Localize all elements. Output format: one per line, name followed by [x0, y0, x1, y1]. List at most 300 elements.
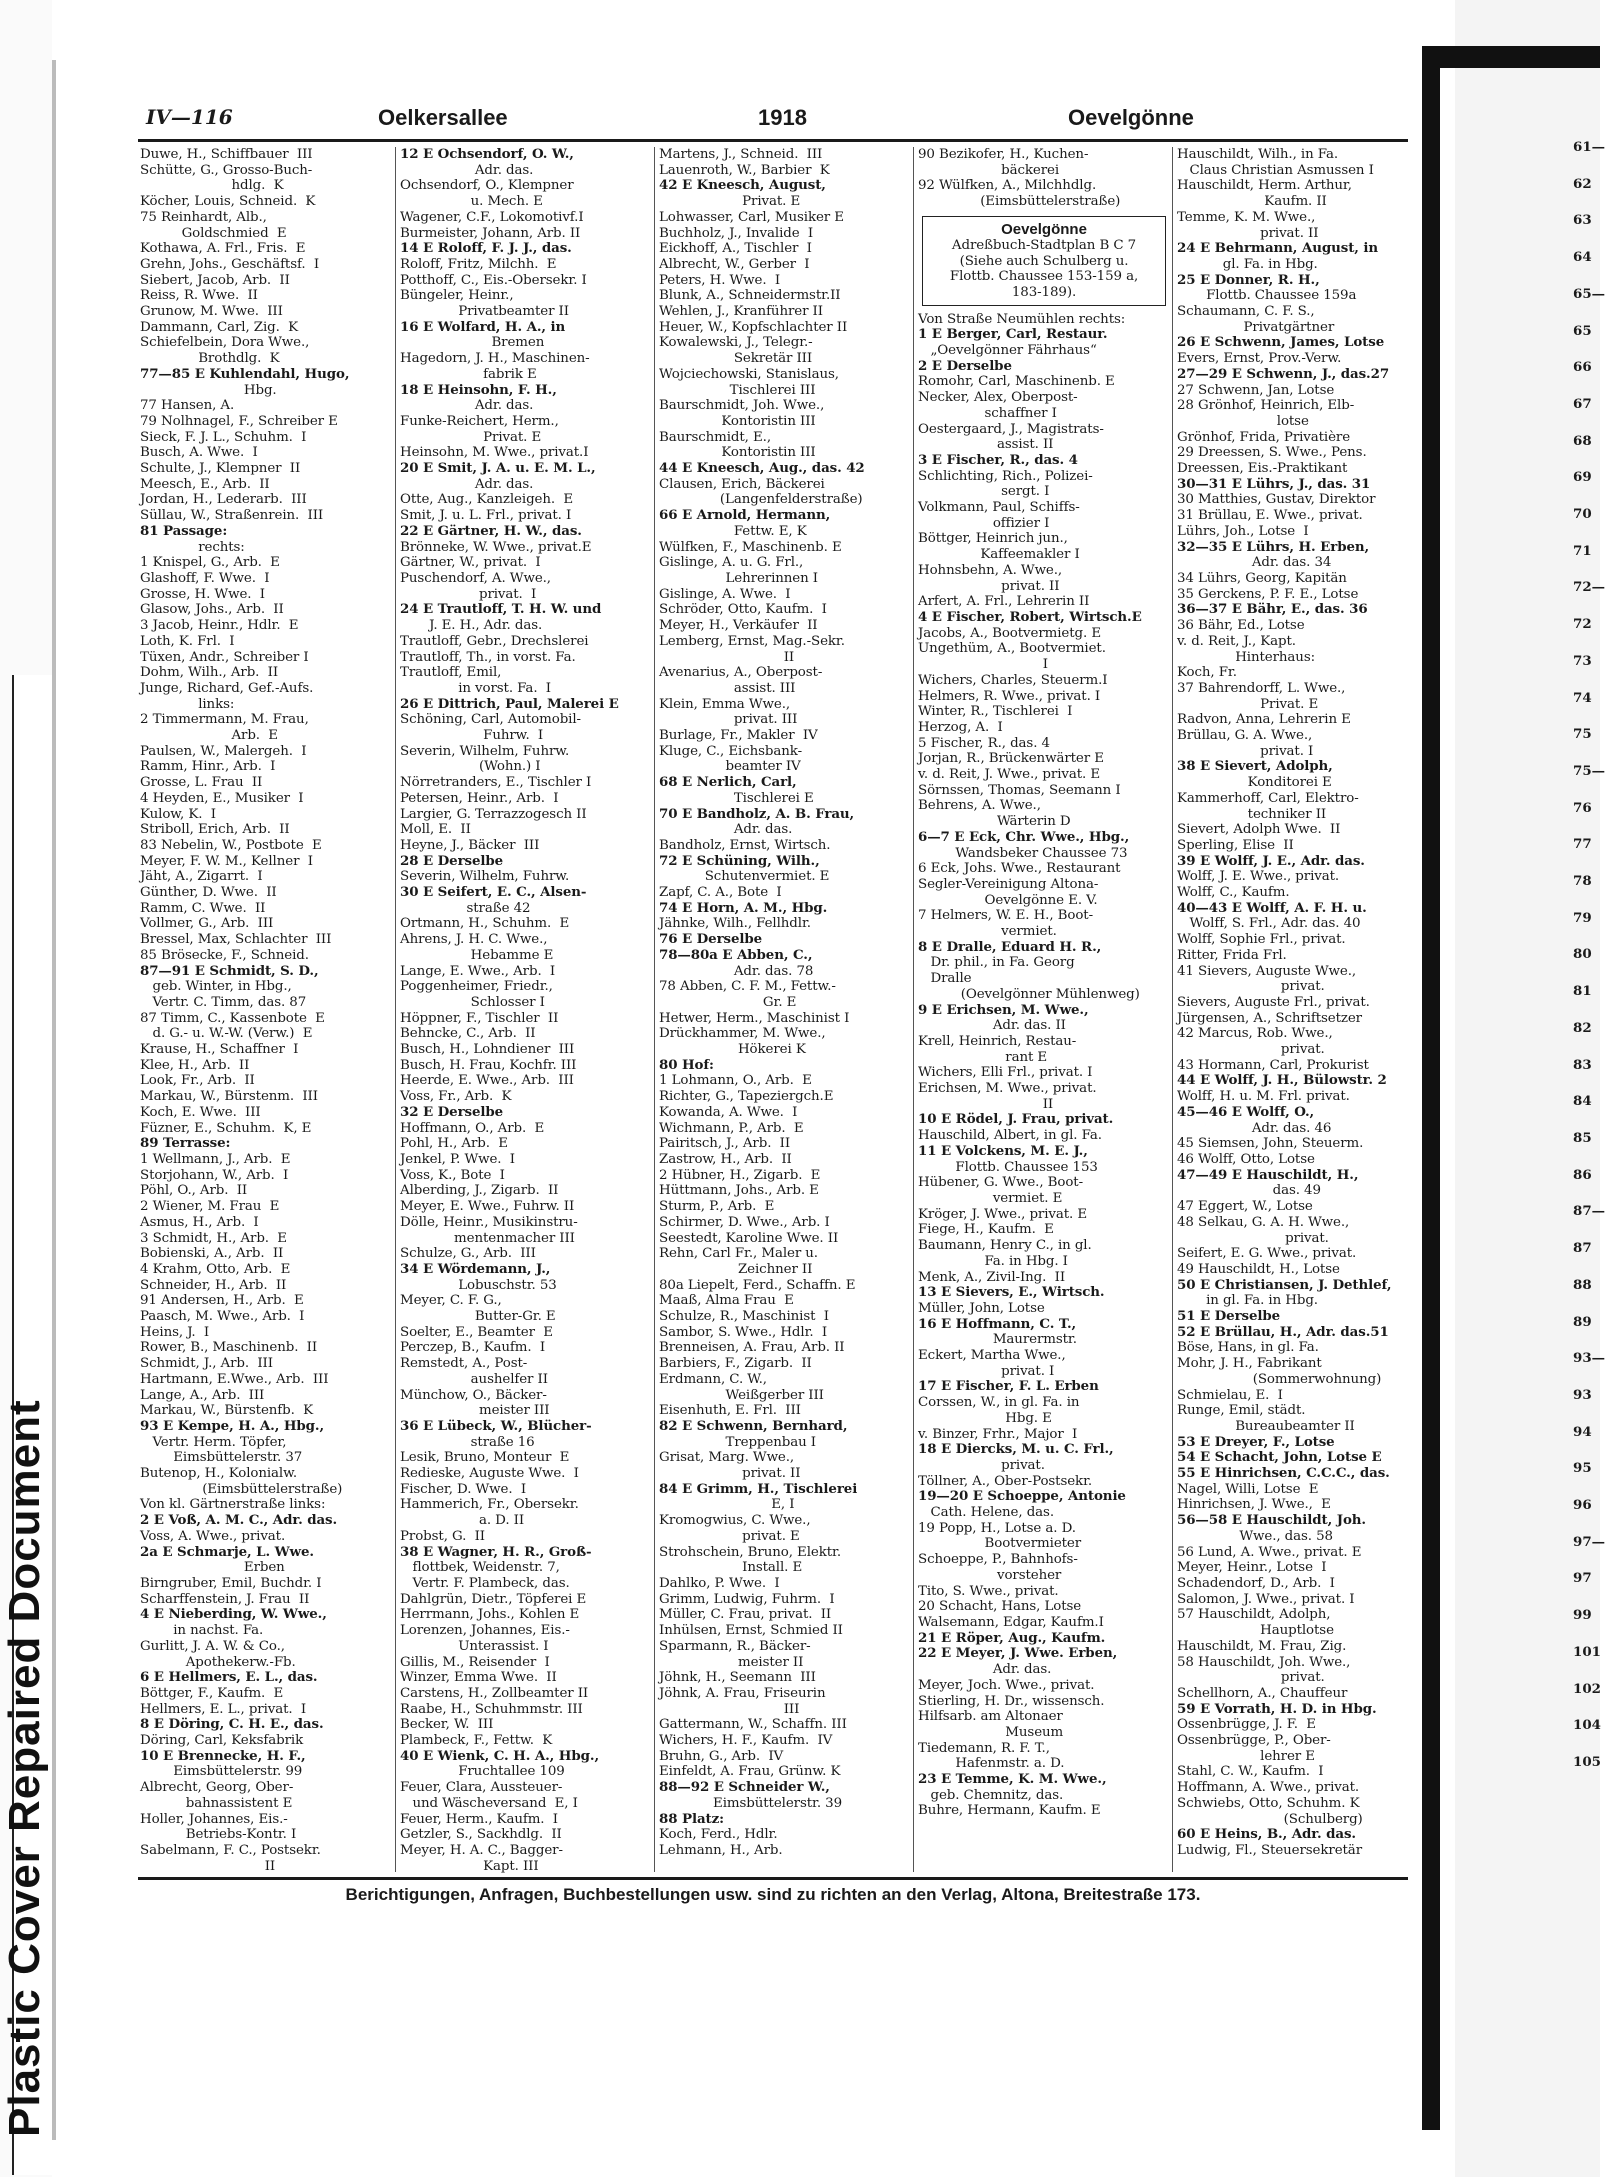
- directory-entry: 20 Schacht, Hans, Lotse: [918, 1599, 1082, 1615]
- directory-entry: Kowalewski, J., Telegr.-: [659, 335, 813, 351]
- directory-entry: Privatgärtner: [1177, 319, 1335, 335]
- directory-entry: Bureaubeamter II: [1177, 1418, 1355, 1434]
- next-page-house-number: 88: [1573, 1276, 1592, 1293]
- directory-entry: Bandholz, Ernst, Wirtsch.: [659, 837, 831, 853]
- directory-entry: 22 E Gärtner, H. W., das.: [400, 522, 582, 539]
- directory-entry: Sekretär III: [659, 351, 813, 367]
- directory-entry: 47 Eggert, W., Lotse: [1177, 1199, 1313, 1215]
- directory-entry: Erben: [140, 1560, 285, 1576]
- directory-entry: 31 Brüllau, E. Wwe., privat.: [1177, 508, 1363, 524]
- directory-entry: Lesik, Bruno, Monteur E: [400, 1450, 570, 1466]
- directory-entry: Gattermann, W., Schaffn. III: [659, 1717, 847, 1733]
- directory-entry: Meyer, F. W. M., Kellner I: [140, 853, 313, 869]
- directory-entry: 42 Marcus, Rob. Wwe.,: [1177, 1026, 1333, 1042]
- next-page-house-number: 102: [1573, 1680, 1601, 1697]
- directory-entry: Severin, Wilhelm, Fuhrw.: [400, 743, 570, 759]
- directory-entry: Busch, A. Wwe. I: [140, 445, 258, 461]
- directory-entry: 1 E Berger, Carl, Restaur.: [918, 326, 1108, 343]
- column-4: [918, 147, 1170, 1872]
- directory-entry: Eickhoff, A., Tischler I: [659, 241, 812, 257]
- directory-entry: Vertr. Herm. Töpfer,: [140, 1434, 287, 1450]
- directory-entry: 46 Wolff, Otto, Lotse: [1177, 1152, 1315, 1167]
- column-1: [140, 147, 392, 1872]
- directory-entry: Poggenheimer, Friedr.,: [400, 979, 553, 995]
- directory-entry: 32 E Derselbe: [400, 1103, 504, 1120]
- directory-entry: Albrecht, Georg, Ober-: [140, 1780, 294, 1796]
- directory-entry: 80 Hof:: [659, 1056, 714, 1073]
- next-page-house-number: 75: [1573, 726, 1592, 743]
- next-page-house-number: 83: [1573, 1056, 1592, 1073]
- directory-entry: Koch, Fr.: [1177, 665, 1237, 681]
- directory-entry: Schutenvermiet. E: [659, 869, 830, 885]
- directory-entry: Getzler, S., Sackhdlg. II: [400, 1827, 562, 1843]
- directory-entry: 40 E Wienk, C. H. A., Hbg.,: [400, 1747, 600, 1764]
- directory-entry: (Schulberg): [1221, 1811, 1363, 1827]
- directory-entry: Peters, H. Wwe. I: [659, 272, 781, 288]
- directory-entry: Paasch, M. Wwe., Arb. I: [140, 1309, 305, 1325]
- directory-entry: Ludwig, Fl., Steuersekretär: [1177, 1842, 1362, 1858]
- directory-entry: 85 Brösecke, F., Schneid.: [140, 947, 309, 963]
- directory-entry: (Sommerwohnung): [1202, 1371, 1382, 1387]
- directory-entry: Sieck, F. J. L., Schuhm. I: [140, 429, 307, 445]
- directory-entry: Vertr. F. Plambeck, das.: [400, 1575, 570, 1591]
- directory-entry: 40—43 E Wolff, A. F. H. u.: [1177, 899, 1367, 916]
- directory-entry: Fa. in Hbg. I: [918, 1253, 1068, 1269]
- directory-entry: Schaumann, C. F. S.,: [1177, 304, 1315, 320]
- directory-entry: Glasow, Johs., Arb. II: [140, 602, 284, 618]
- street-info-box: [922, 216, 1166, 306]
- directory-entry: Privat. E: [659, 194, 801, 210]
- directory-entry: Grehn, Johs., Geschäftsf. I: [140, 256, 320, 272]
- column-3: [659, 147, 911, 1872]
- directory-entry: Schiefelbein, Dora Wwe.,: [140, 335, 310, 351]
- directory-entry: Wwe., das. 58: [1177, 1528, 1333, 1544]
- directory-entry: Wagener, C.F., Lokomotivf.I: [400, 209, 584, 225]
- directory-entry: 10 E Brennecke, H. F.,: [140, 1747, 306, 1764]
- directory-entry: Einfeldt, A. Frau, Grünw. K: [659, 1764, 841, 1780]
- directory-entry: Inhülsen, Ernst, Schmied II: [659, 1623, 843, 1639]
- directory-entry: privat.: [1177, 1230, 1329, 1246]
- directory-entry: Lange, A., Arb. III: [140, 1387, 265, 1403]
- directory-entry: Storjohann, W., Arb. I: [140, 1167, 289, 1183]
- directory-entry: Lehrerinnen I: [659, 570, 818, 586]
- directory-entry: Heinsohn, M. Wwe., privat.I: [400, 445, 589, 461]
- directory-entry: gl. Fa. in Hbg.: [1177, 256, 1318, 272]
- directory-entry: Goldschmied E: [140, 225, 287, 241]
- directory-entry: 39 E Wolff, J. E., Adr. das.: [1177, 852, 1365, 869]
- directory-entry: Apothekerw.-Fb.: [140, 1654, 296, 1670]
- directory-entry: 48 Selkau, G. A. H. Wwe.,: [1177, 1214, 1350, 1230]
- directory-entry: Segler-Vereinigung Altona-: [918, 876, 1099, 892]
- next-page-house-number: 72—: [1573, 579, 1605, 596]
- directory-entry: Meyer, Heinr., Lotse I: [1177, 1560, 1327, 1576]
- directory-entry: Lührs, Joh., Lotse I: [1177, 523, 1309, 539]
- directory-entry: Konditorei E: [1177, 775, 1332, 791]
- directory-entry: Rower, B., Maschinenb. II: [140, 1340, 318, 1356]
- directory-entry: Baurschmidt, Joh. Wwe.,: [659, 398, 825, 414]
- next-page-sliver: [1455, 139, 1605, 2040]
- directory-entry: (Langenfelderstraße): [707, 492, 863, 508]
- directory-entry: Grimm, Ludwig, Fuhrm. I: [659, 1591, 835, 1607]
- next-page-house-number: 76: [1573, 799, 1592, 816]
- directory-entry: v. d. Reit, J., Kapt.: [1177, 633, 1296, 649]
- directory-entry: Arfert, A. Frl., Lehrerin II: [918, 594, 1090, 610]
- directory-entry: 8 E Dralle, Eduard H. R.,: [918, 938, 1102, 955]
- directory-entry: meister II: [659, 1654, 804, 1670]
- directory-entry: Büngeler, Heinr.,: [400, 288, 514, 304]
- directory-entry: Jöhnk, H., Seemann III: [659, 1670, 816, 1686]
- directory-entry: Erdmann, C. W.,: [659, 1371, 767, 1387]
- directory-entry: Schöning, Carl, Automobil-: [400, 712, 581, 728]
- directory-entry: Pairitsch, J., Arb. II: [659, 1136, 791, 1152]
- directory-entry: Cath. Helene, das.: [918, 1505, 1054, 1521]
- directory-entry: Scharffenstein, J. Frau II: [140, 1591, 310, 1607]
- directory-entry: 43 Hormann, Carl, Prokurist: [1177, 1057, 1369, 1073]
- column-2: [400, 147, 652, 1872]
- directory-entry: Birngruber, Emil, Buchdr. I: [140, 1575, 322, 1591]
- directory-entry: Sörnssen, Thomas, Seemann I: [918, 782, 1121, 798]
- directory-entry: Kaffeemakler I: [918, 547, 1080, 563]
- directory-entry: Siebert, Jacob, Arb. II: [140, 272, 290, 288]
- page-edge: [52, 60, 56, 2140]
- directory-entry: Dammann, Carl, Zig. K: [140, 319, 299, 335]
- directory-entry: Hebamme E: [400, 947, 554, 963]
- directory-entry: Necker, Alex, Oberpost-: [918, 390, 1078, 406]
- directory-entry: Junge, Richard, Gef.-Aufs.: [140, 680, 314, 696]
- directory-entry: 87 Timm, C., Kassenbote E: [140, 1010, 325, 1026]
- next-page-house-number: 93—: [1573, 1350, 1605, 1367]
- column-divider: [654, 147, 655, 1872]
- directory-entry: Voss, K., Bote I: [400, 1167, 505, 1183]
- directory-entry: Böttger, Heinrich jun.,: [918, 531, 1068, 547]
- directory-entry: (Oevelgönner Mühlenweg): [948, 986, 1140, 1002]
- directory-entry: Hinterhaus:: [1177, 649, 1315, 665]
- directory-entry: Kammerhoff, Carl, Elektro-: [1177, 790, 1359, 806]
- directory-entry: 57 Hauschildt, Adolph,: [1177, 1607, 1331, 1623]
- directory-entry: in nachst. Fa.: [140, 1623, 264, 1639]
- directory-entry: lehrer E: [1177, 1748, 1315, 1764]
- directory-entry: Stahl, C. W., Kaufm. I: [1177, 1764, 1324, 1780]
- street-heading: Oelkersallee: [378, 105, 508, 130]
- directory-entry: 26 E Dittrich, Paul, Malerei E: [400, 695, 619, 712]
- directory-entry: Moll, E. II: [400, 822, 471, 838]
- directory-entry: Schulze, R., Maschinist I: [659, 1309, 829, 1325]
- directory-entry: Wichmann, P., Arb. E: [659, 1120, 804, 1136]
- directory-entry: 25 E Donner, R. H.,: [1177, 271, 1320, 288]
- directory-entry: Meyer, E. Wwe., Fuhrw. II: [400, 1199, 575, 1215]
- directory-entry: 88—92 E Schneider W.,: [659, 1779, 830, 1796]
- directory-entry: Böse, Hans, in gl. Fa.: [1177, 1340, 1319, 1356]
- directory-entry: Adr. das. 46: [1177, 1120, 1332, 1136]
- directory-entry: Zeichner II: [659, 1261, 813, 1277]
- directory-entry: 12 E Ochsendorf, O. W.,: [400, 146, 574, 162]
- directory-entry: Winter, R., Tischlerei I: [918, 704, 1073, 720]
- directory-entry: Gärtner, W., privat. I: [400, 555, 541, 571]
- directory-entry: geb. Winter, in Hbg.,: [140, 979, 292, 995]
- strip-label: Plastic Cover Repaired Document: [0, 1399, 49, 2137]
- next-page-house-number: 84: [1573, 1093, 1592, 1110]
- directory-entry: Adr. das.: [918, 1662, 1052, 1678]
- directory-entry: 77 Hansen, A.: [140, 398, 235, 414]
- directory-entry: in vorst. Fa. I: [400, 680, 551, 696]
- directory-entry: Jordan, H., Lederarb. III: [140, 492, 307, 508]
- next-page-house-number: 97: [1573, 1570, 1592, 1587]
- directory-entry: sergt. I: [918, 484, 1050, 500]
- page-number: IV—116: [146, 105, 233, 129]
- directory-entry: Grosse, H. Wwe. I: [140, 586, 265, 602]
- directory-entry: in gl. Fa. in Hbg.: [1177, 1293, 1318, 1309]
- next-page-house-number: 71: [1573, 542, 1592, 559]
- directory-entry: Hoffmann, O., Arb. E: [400, 1120, 545, 1136]
- directory-entry: Paulsen, W., Malergeh. I: [140, 743, 307, 759]
- directory-entry: fabrik E: [400, 366, 537, 382]
- directory-entry: 4 Heyden, E., Musiker I: [140, 790, 304, 806]
- directory-entry: E, I: [659, 1497, 795, 1513]
- directory-entry: 78 Abben, C. F. M., Fettw.-: [659, 979, 836, 995]
- directory-entry: Bruhn, G., Arb. IV: [659, 1748, 784, 1764]
- directory-entry: Perczep, B., Kaufm. I: [400, 1340, 546, 1356]
- directory-entry: Meesch, E., Arb. II: [140, 476, 270, 492]
- directory-entry: Adr. das.: [400, 476, 534, 492]
- directory-entry: Sparmann, R., Bäcker-: [659, 1638, 811, 1654]
- directory-entry: Ochsendorf, O., Klempner: [400, 178, 574, 194]
- directory-entry: Gislinge, A. Wwe. I: [659, 586, 791, 602]
- directory-entry: Loth, K. Frl. I: [140, 633, 235, 649]
- next-page-house-number: 94: [1573, 1423, 1592, 1440]
- directory-entry: Lehmann, H., Arb.: [659, 1842, 783, 1858]
- directory-entry: und Wäscheversand E, I: [400, 1795, 578, 1811]
- directory-entry: flottbek, Weidenstr. 7,: [400, 1560, 560, 1576]
- next-page-house-number: 67: [1573, 395, 1592, 412]
- directory-entry: 14 E Roloff, F. J. J., das.: [400, 240, 572, 257]
- directory-entry: Busch, H., Lohndiener III: [400, 1042, 575, 1058]
- directory-entry: Grosse, L. Frau II: [140, 775, 263, 791]
- directory-entry: straße 42: [400, 900, 531, 916]
- directory-entry: Feuer, Clara, Aussteuer-: [400, 1780, 563, 1796]
- directory-entry: Dahlko, P. Wwe. I: [659, 1575, 780, 1591]
- directory-entry: 38 E Wagner, H. R., Groß-: [400, 1543, 592, 1560]
- directory-entry: J. E. H., Adr. das.: [400, 618, 543, 634]
- directory-entry: Temme, K. M. Wwe.,: [1177, 209, 1316, 225]
- directory-entry: 27 Schwenn, Jan, Lotse: [1177, 382, 1335, 398]
- directory-entry: Lorenzen, Johannes, Eis.-: [400, 1623, 570, 1639]
- directory-entry: 41 Sievers, Auguste Wwe.,: [1177, 963, 1357, 979]
- directory-entry: Münchow, O., Bäcker-: [400, 1387, 547, 1403]
- directory-entry: Brönneke, W. Wwe., privat.E: [400, 539, 592, 555]
- directory-entry: 72 E Schüning, Wilh.,: [659, 852, 820, 869]
- directory-entry: privat.: [1177, 1042, 1325, 1058]
- directory-entry: 49 Hauschildt, H., Lotse: [1177, 1261, 1340, 1277]
- directory-entry: Hellmers, E. L., privat. I: [140, 1701, 307, 1717]
- next-page-house-number: 79: [1573, 909, 1592, 926]
- directory-entry: 83 Nebelin, W., Postbote E: [140, 837, 322, 853]
- next-page-house-number: 73: [1573, 652, 1592, 669]
- directory-entry: Wojciechowski, Stanislaus,: [659, 366, 839, 382]
- directory-entry: Schirmer, D. Wwe., Arb. I: [659, 1214, 830, 1230]
- directory-entry: Hökerei K: [659, 1042, 806, 1058]
- directory-entry: Winzer, Emma Wwe. II: [400, 1670, 557, 1686]
- directory-entry: Ramm, C. Wwe. II: [140, 900, 266, 916]
- directory-entry: Höppner, F., Tischler II: [400, 1010, 559, 1026]
- directory-entry: 44 E Wolff, J. H., Bülowstr. 2: [1177, 1072, 1387, 1089]
- directory-entry: Gislinge, A. u. G. Frl.,: [659, 555, 804, 571]
- directory-entry: Carstens, H., Zollbeamter II: [400, 1685, 589, 1701]
- directory-entry: Pöhl, O., Arb. II: [140, 1183, 248, 1199]
- directory-entry: 19—20 E Schoeppe, Antonie: [918, 1488, 1126, 1505]
- directory-entry: Dohm, Wilh., Arb. II: [140, 665, 279, 681]
- next-page-house-number: 87—: [1573, 1203, 1605, 1220]
- directory-entry: das. 49: [1177, 1183, 1321, 1199]
- directory-entry: Puschendorf, A. Wwe.,: [400, 570, 551, 586]
- directory-entry: Markau, W., Bürstenm. III: [140, 1089, 318, 1105]
- directory-entry: Wandsbeker Chaussee 73: [918, 845, 1128, 861]
- directory-entry: Schoeppe, P., Bahnhofs-: [918, 1552, 1078, 1568]
- directory-entry: 16 E Hoffmann, C. T.,: [918, 1315, 1077, 1332]
- directory-entry: Hauschildt, Herm. Arthur,: [1177, 178, 1352, 194]
- column-divider: [1172, 147, 1173, 1872]
- directory-entry: 82 E Schwenn, Bernhard,: [659, 1417, 848, 1434]
- directory-entry: Voss, A. Wwe., privat.: [140, 1528, 286, 1544]
- next-page-house-number: 89: [1573, 1313, 1592, 1330]
- directory-entry: 50 E Christiansen, J. Dethlef,: [1177, 1276, 1392, 1293]
- directory-entry: 91 Andersen, H., Arb. E: [140, 1293, 304, 1309]
- directory-entry: d. G.- u. W.-W. (Verw.) E: [140, 1026, 313, 1042]
- directory-entry: Tüxen, Andr., Schreiber I: [140, 649, 309, 665]
- directory-entry: Volkmann, Paul, Schiffs-: [918, 500, 1080, 516]
- directory-entry: 70 E Bandholz, A. B. Frau,: [659, 805, 855, 822]
- directory-entry: Nörretranders, E., Tischler I: [400, 775, 592, 791]
- directory-entry: Redieske, Auguste Wwe. I: [400, 1466, 579, 1482]
- column-divider: [913, 147, 914, 1872]
- directory-entry: 3 Jacob, Heinr., Hdlr. E: [140, 618, 299, 634]
- directory-entry: 55 E Hinrichsen, C.C.C., das.: [1177, 1465, 1390, 1482]
- directory-entry: Potthoff, C., Eis.-Obersekr. I: [400, 272, 587, 288]
- directory-entry: Ramm, Hinr., Arb. I: [140, 759, 276, 775]
- directory-entry: Avenarius, A., Oberpost-: [659, 665, 823, 681]
- directory-entry: II: [918, 1096, 1054, 1112]
- directory-entry: Grönhof, Frida, Privatière: [1177, 429, 1351, 445]
- directory-entry: Severin, Wilhelm, Fuhrw.: [400, 869, 570, 885]
- directory-entry: Betriebs-Kontr. I: [140, 1827, 297, 1843]
- directory-entry: 56—58 E Hauschildt, Joh.: [1177, 1512, 1366, 1529]
- directory-entry: 78—80a E Abben, C.,: [659, 946, 813, 963]
- directory-entry: 2 E Voß, A. M. C., Adr. das.: [140, 1512, 338, 1529]
- directory-entry: Wehlen, J., Kranführer II: [659, 304, 823, 320]
- directory-entry: 13 E Sievers, E., Wirtsch.: [918, 1284, 1105, 1301]
- directory-entry: Eimsbüttelerstr. 39: [659, 1795, 842, 1811]
- directory-entry: Dralle: [918, 971, 972, 987]
- directory-entry: Schröder, Otto, Kaufm. I: [659, 602, 827, 618]
- directory-entry: Schlichting, Rich., Polizei-: [918, 468, 1093, 484]
- directory-entry: Kröger, J. Wwe., privat. E: [918, 1206, 1088, 1222]
- directory-entry: assist. III: [659, 680, 796, 696]
- directory-entry: 2 Hübner, H., Zigarb. E: [659, 1167, 821, 1183]
- directory-entry: Brenneisen, A. Frau, Arb. II: [659, 1340, 845, 1356]
- directory-entry: Seestedt, Karoline Wwe. II: [659, 1230, 839, 1246]
- directory-entry: Wichers, H. F., Kaufm. IV: [659, 1733, 833, 1749]
- directory-entry: Adr. das.: [400, 162, 534, 178]
- directory-entry: 38 E Sievert, Adolph,: [1177, 758, 1333, 775]
- directory-entry: Pohl, H., Arb. E: [400, 1136, 508, 1152]
- directory-entry: Fischer, D. Wwe. I: [400, 1481, 527, 1497]
- directory-entry: 45 Siemsen, John, Steuerm.: [1177, 1136, 1364, 1152]
- directory-entry: 56 Lund, A. Wwe., privat. E: [1177, 1544, 1362, 1560]
- next-page-house-number: 85: [1573, 1129, 1592, 1146]
- directory-entry: Koch, E. Wwe. III: [140, 1104, 261, 1120]
- directory-entry: Hauptlotse: [1177, 1623, 1334, 1639]
- footer-rule: [138, 1877, 1408, 1880]
- directory-entry: Dahlgrün, Dietr., Töpferei E: [400, 1591, 587, 1607]
- directory-entry: techniker II: [1177, 806, 1327, 822]
- street-info-line: 183-189).: [1011, 284, 1077, 300]
- directory-entry: a. D. II: [400, 1513, 525, 1529]
- directory-entry: Striboll, Erich, Arb. II: [140, 822, 290, 838]
- directory-entry: Krause, H., Schaffner I: [140, 1042, 299, 1058]
- directory-entry: Schellhorn, A., Chauffeur: [1177, 1685, 1348, 1701]
- directory-entry: Flottb. Chaussee 153: [918, 1159, 1098, 1175]
- directory-entry: 59 E Vorrath, H. D. in Hbg.: [1177, 1700, 1377, 1717]
- directory-entry: Töllner, A., Ober-Postsekr.: [918, 1473, 1093, 1489]
- directory-entry: Roloff, Fritz, Milchh. E: [400, 256, 557, 272]
- directory-entry: II: [659, 649, 795, 665]
- directory-entry: Trautloff, Emil,: [400, 665, 502, 681]
- directory-entry: Ossenbrügge, P., Ober-: [1177, 1733, 1331, 1749]
- directory-entry: Funke-Reichert, Herm.,: [400, 413, 559, 429]
- next-page-house-number: 95: [1573, 1460, 1592, 1477]
- directory-entry: 45—46 E Wolff, O.,: [1177, 1103, 1315, 1120]
- directory-entry: Wichers, Charles, Steuerm.I: [918, 672, 1108, 688]
- directory-entry: Burmeister, Johann, Arb. II: [400, 225, 581, 241]
- directory-entry: Jacobs, A., Bootvermietg. E: [918, 625, 1101, 641]
- directory-entry: 81 Passage:: [140, 522, 228, 539]
- next-page-house-number: 81: [1573, 983, 1592, 1000]
- directory-entry: Privat. E: [1177, 696, 1319, 712]
- directory-entry: Dölle, Heinr., Musikinstru-: [400, 1214, 578, 1230]
- directory-entry: Helmers, R. Wwe., privat. I: [918, 688, 1101, 704]
- next-page-house-number: 93: [1573, 1386, 1592, 1403]
- directory-entry: Strohschein, Bruno, Elektr.: [659, 1544, 842, 1560]
- directory-entry: Fuhrw. I: [400, 728, 544, 744]
- directory-entry: 34 E Wördemann, J.,: [400, 1260, 551, 1277]
- directory-entry: privat.: [1177, 1670, 1325, 1686]
- directory-entry: Schlosser I: [400, 994, 545, 1010]
- directory-entry: Jorjan, R., Brückenwärter E: [918, 751, 1104, 767]
- directory-entry: Hinrichsen, J. Wwe., E: [1177, 1497, 1331, 1513]
- directory-entry: Wichers, Elli Frl., privat. I: [918, 1065, 1093, 1081]
- directory-entry: Museum: [918, 1724, 1064, 1740]
- directory-entry: (Eimsbüttelerstraße): [189, 1481, 343, 1497]
- directory-entry: Kowanda, A. Wwe. I: [659, 1104, 798, 1120]
- directory-entry: Romohr, Carl, Maschinenb. E: [918, 374, 1115, 390]
- directory-entry: (Wohn.) I: [400, 759, 541, 775]
- column-5: [1177, 147, 1407, 1872]
- directory-entry: 87—91 E Schmidt, S. D.,: [140, 962, 319, 979]
- directory-entry: Hauschild, Albert, in gl. Fa.: [918, 1128, 1102, 1144]
- directory-entry: Hagedorn, J. H., Maschinen-: [400, 351, 590, 367]
- directory-entry: 52 E Brüllau, H., Adr. das.51: [1177, 1323, 1389, 1340]
- directory-entry: assist. II: [918, 437, 1054, 453]
- directory-entry: Eimsbüttelerstr. 99: [140, 1764, 303, 1780]
- next-page-house-number: 96: [1573, 1497, 1592, 1514]
- directory-entry: Hilfsarb. am Altonaer: [918, 1709, 1063, 1725]
- directory-entry: Largier, G. Terrazzogesch II: [400, 806, 587, 822]
- directory-entry: 47—49 E Hauschildt, H.,: [1177, 1166, 1359, 1183]
- directory-entry: 44 E Kneesch, Aug., das. 42: [659, 460, 865, 477]
- directory-entry: 34 Lührs, Georg, Kapitän: [1177, 570, 1347, 586]
- directory-entry: Arb. E: [140, 728, 278, 744]
- directory-entry: hdlg. K: [140, 178, 284, 194]
- directory-entry: 93 E Kempe, H. A., Hbg.,: [140, 1417, 325, 1434]
